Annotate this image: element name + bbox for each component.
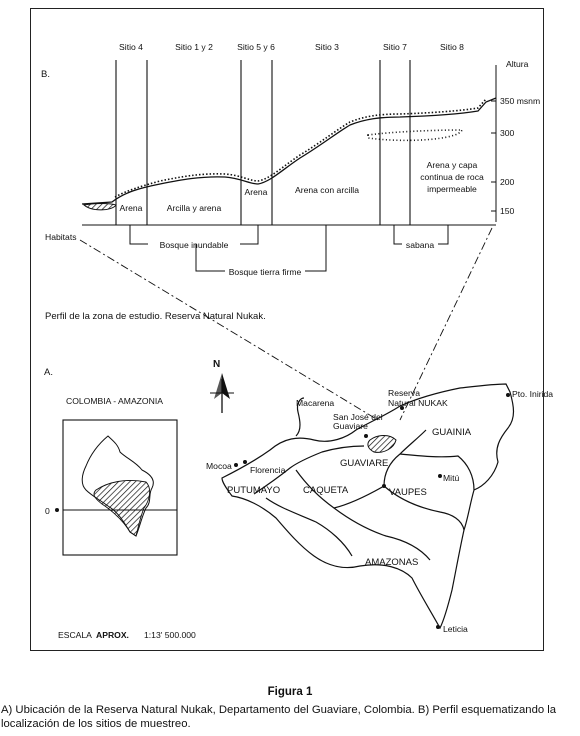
dept-putumayo: PUTUMAYO: [227, 485, 281, 496]
rock-layer: [368, 130, 462, 140]
profile-panel-label: B.: [41, 69, 50, 80]
place-reserva-nukak: Reserva Natural NUKAK: [388, 388, 448, 408]
map-panel-label: A.: [44, 367, 53, 378]
north-arrow-icon: [210, 373, 234, 413]
soil-label-site4: Arena: [119, 203, 143, 213]
pond: [84, 204, 116, 210]
scale-prefix: ESCALA: [58, 630, 92, 640]
habitat-bosque-inundable: Bosque inundable: [159, 240, 229, 250]
site-label-7: Sitio 7: [383, 42, 407, 52]
altitude-tick-150: 150: [500, 206, 515, 216]
dept-caqueta: CAQUETA: [303, 485, 349, 496]
dept-vaupes: VAUPES: [389, 487, 427, 498]
place-macarena: Macarena: [296, 398, 335, 408]
altitude-tick-200: 200: [500, 177, 515, 187]
nukak-reserve: [368, 436, 396, 453]
dept-guainia: GUAINIA: [432, 427, 472, 438]
altitude-tick-350: 350 msnm: [500, 96, 541, 106]
altitude-axis: [491, 65, 496, 222]
place-san-jose-del-guaviare: San José del Guaviare: [333, 412, 383, 431]
inset-title: COLOMBIA - AMAZONIA: [66, 396, 163, 406]
inset-origin-label: 0: [45, 506, 50, 516]
site-label-8: Sitio 8: [440, 42, 464, 52]
site-label-4: Sitio 4: [119, 42, 143, 52]
soil-label-site3: Arena con arcilla: [294, 185, 360, 195]
place-mitu: Mitú: [443, 473, 460, 483]
site-lines: [116, 60, 410, 225]
habitat-bosque-tierra-firme: Bosque tierra firme: [228, 267, 302, 277]
inset-origin-dot: [55, 508, 59, 512]
dept-guaviare: GUAVIARE: [340, 458, 389, 469]
profile-caption: Perfil de la zona de estudio. Reserva Natural Nukak.: [45, 311, 266, 322]
habitats-label: Habitats: [45, 232, 77, 242]
soil-label-site8-line3: impermeable: [427, 184, 477, 194]
north-label: N: [213, 359, 221, 370]
soil-label-site5-6: Arena: [244, 187, 268, 197]
habitat-sabana: sabana: [405, 240, 435, 250]
figure-title: Figura 1: [267, 686, 313, 698]
site-label-1-2: Sitio 1 y 2: [175, 42, 213, 52]
dept-amazonas: AMAZONAS: [365, 557, 419, 568]
place-florencia: Florencia: [250, 465, 286, 475]
scale-value: 1:13' 500.000: [144, 630, 196, 640]
figure-caption: A) Ubicación de la Reserva Natural Nukak, Departamento del Guaviare, Colombia. B) Perfil esquematizando la localización de los sitios de muestreo.: [1, 704, 557, 730]
altitude-axis-title: Altura: [506, 59, 529, 69]
place-mocoa: Mocoa: [206, 461, 232, 471]
soil-label-site8-line2: continua de roca: [420, 172, 484, 182]
place-pto-inirida: Pto. Inirida: [512, 389, 554, 399]
soil-label-site1-2: Arcilla y arena: [166, 203, 222, 213]
altitude-tick-300: 300: [500, 128, 515, 138]
place-leticia: Leticia: [443, 624, 468, 634]
site-label-3: Sitio 3: [315, 42, 339, 52]
site-label-5-6: Sitio 5 y 6: [237, 42, 275, 52]
soil-label-site8-line1: Arena y capa: [426, 160, 478, 170]
amazon-region: [94, 480, 150, 536]
scale-word: APROX.: [96, 630, 129, 640]
